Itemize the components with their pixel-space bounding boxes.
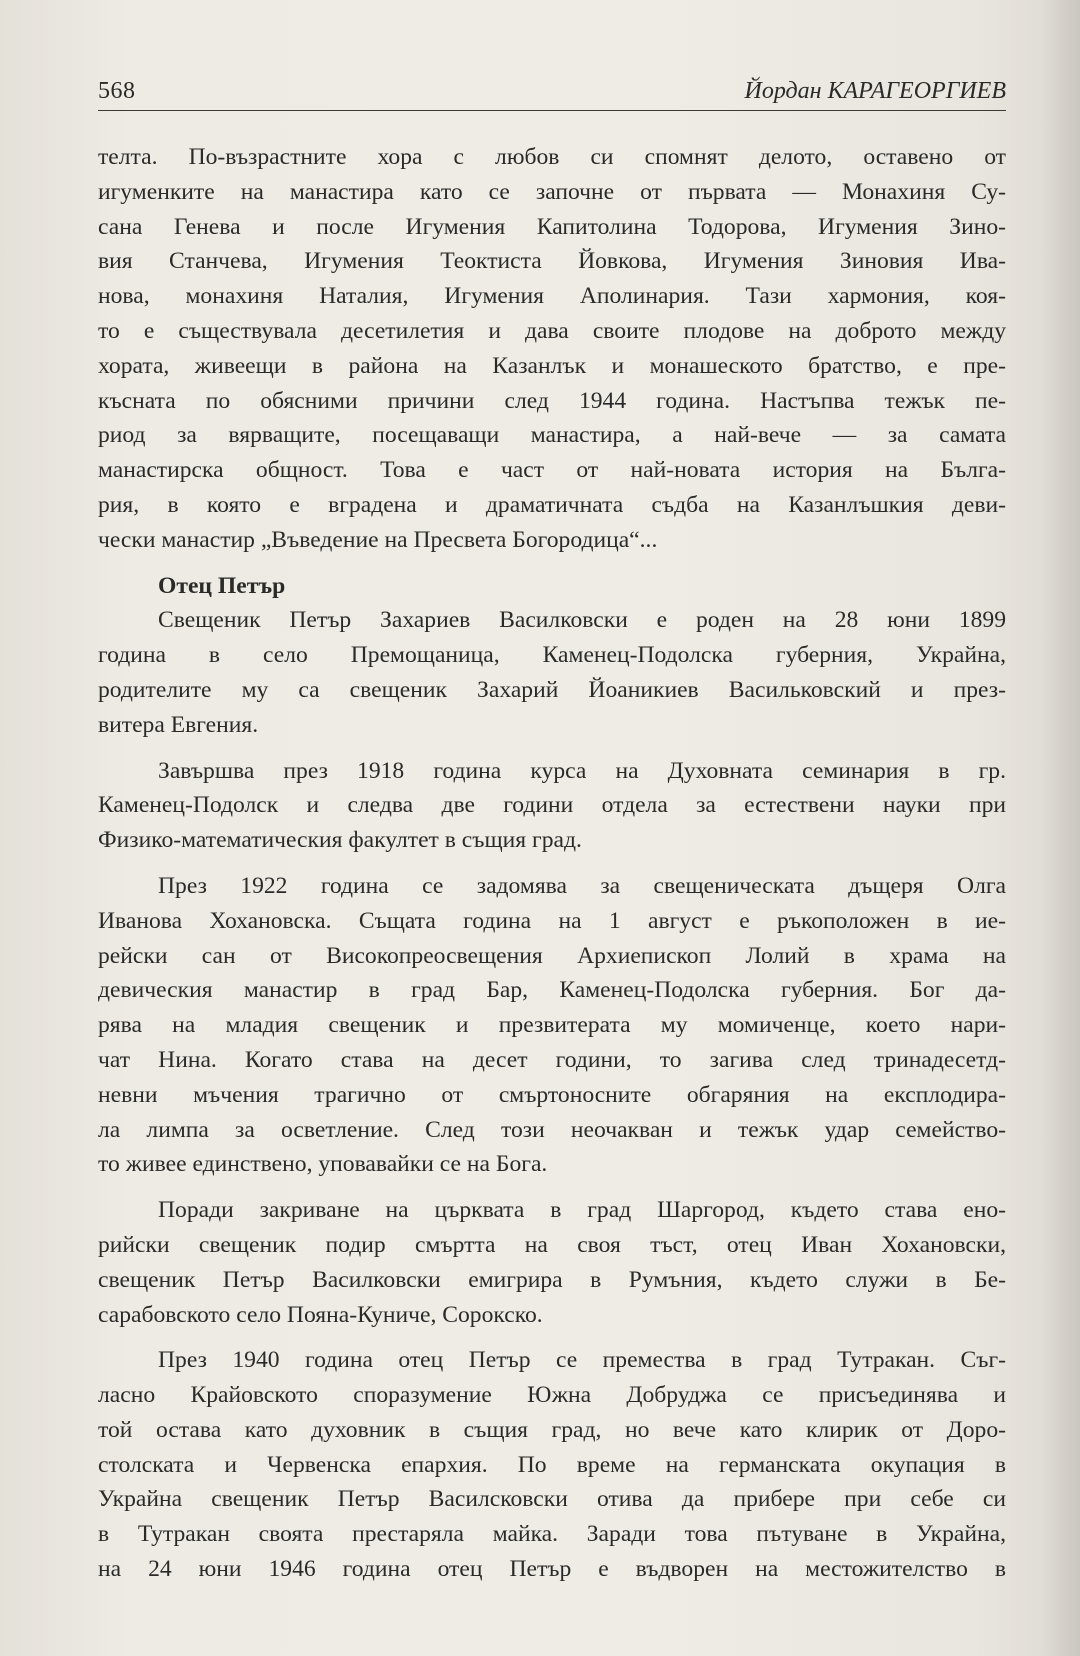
text-line: чески манастир „Въведение на Пресвета Богородица“...	[98, 526, 658, 553]
text-line: рява на младия свещеник и презвитерата му момиченце, което нари-	[98, 1012, 1006, 1039]
text-line: Украйна свещеник Петър Василсковски отива да прибере при себе си	[98, 1486, 1006, 1513]
text-line: рейски сан от Високопреосвещения Архиепископ Лолий в храма на	[98, 942, 1006, 969]
text-line: столската и Червенска епархия. По време на германската окупация в	[98, 1451, 1006, 1478]
text-line: телта. По-възрастните хора с любов си спомнят делото, оставено от	[98, 144, 1006, 170]
body-text	[98, 140, 1006, 1587]
text-line: родителите му са свещеник Захарий Йоаникиев Васильковский и през-	[98, 676, 1006, 703]
text-line: Каменец-Подолск и следва две години отдела за естествени науки при	[98, 792, 1006, 819]
text-line: ласно Крайовското споразумение Южна Добруджа се присъединява и	[98, 1382, 1006, 1409]
text-line: той остава като духовник в същия град, но вече като клирик от Доро-	[98, 1416, 1006, 1443]
text-line: витера Евгения.	[98, 711, 259, 738]
text-line: Поради закриване на църквата в град Шаргород, където става ено-	[158, 1197, 1006, 1224]
text-line: През 1922 година се задомява за свещеническата дъщеря Олга	[158, 872, 1006, 899]
author-last-name: КАРАГЕОРГИЕВ	[827, 78, 1006, 104]
text-line: нова, монахиня Наталия, Игумения Аполинария. Тази хармония, коя-	[98, 283, 1006, 310]
text-line: в Тутракан своята престаряла майка. Заради това пътуване в Украйна,	[98, 1521, 1006, 1548]
text-line: манастирска общност. Това е част от най-новата история на Бълга-	[98, 457, 1006, 484]
text-line: чат Нина. Когато става на десет години, то загива след тринадесетд-	[98, 1046, 1006, 1073]
text-line: вия Станчева, Игумения Теоктиста Йовкова, Игумения Зиновия Ива-	[98, 248, 1006, 275]
running-header	[98, 76, 1006, 111]
text-line: сарабовското село Пояна-Куниче, Сорокско.	[98, 1301, 543, 1328]
text-line: свещеник Петър Василковски емигрира в Румъния, където служи в Бе-	[98, 1266, 1006, 1293]
text-line: то е съществувала десетилетия и дава своите плодове на доброто между	[98, 317, 1006, 344]
author-first-name: Йордан	[744, 78, 822, 104]
text-line: на 24 юни 1946 година отец Петър е въдворен на местожителство в	[98, 1556, 1006, 1583]
text-line: Свещеник Петър Захариев Василковски е роден на 28 юни 1899	[158, 607, 1006, 634]
text-line: късната по обясними причини след 1944 година. Настъпва тежък пе-	[98, 387, 1006, 414]
page-edge-shadow	[1040, 0, 1080, 1656]
section-heading: Отец Петър	[158, 572, 286, 599]
page-number: 568	[98, 78, 136, 104]
text-line: девическия манастир в град Бар, Каменец-Подолска губерния. Бог да-	[98, 977, 1006, 1004]
text-line: то живее единствено, уповавайки се на Бога.	[98, 1151, 548, 1178]
text-line: Иванова Хохановска. Същата година на 1 август е ръкоположен в ие-	[98, 907, 1006, 934]
text-line: рия, в която е вградена и драматичната съдба на Казанлъшкия деви-	[98, 491, 1006, 518]
text-line: хората, живеещи в района на Казанлък и монашеското братство, е пре-	[98, 352, 1006, 379]
text-line: Завършва през 1918 година курса на Духовната семинария в гр.	[158, 757, 1006, 784]
running-head-author	[745, 78, 1006, 105]
text-line: Физико-математическия факултет в същия град.	[98, 827, 582, 854]
text-line: сана Генева и после Игумения Капитолина Тодорова, Игумения Зино-	[98, 213, 1006, 240]
text-line: игуменките на манастира като се започне от първата — Монахиня Су-	[98, 178, 1006, 205]
text-line: година в село Премощаница, Каменец-Подолска губерния, Украйна,	[98, 642, 1006, 669]
text-line: риод за вярващите, посещаващи манастира, а най-вече — за самата	[98, 422, 1006, 449]
text-line: През 1940 година отец Петър се премества в град Тутракан. Съг-	[158, 1347, 1006, 1374]
text-line: невни мъчения трагично от смъртоносните обгаряния на експлодира-	[98, 1081, 1006, 1108]
text-line: рийски свещеник подир смъртта на своя тъст, отец Иван Хохановски,	[98, 1231, 1006, 1258]
text-line: ла лимпа за осветление. След този неочакван и тежък удар семейство-	[98, 1116, 1006, 1143]
